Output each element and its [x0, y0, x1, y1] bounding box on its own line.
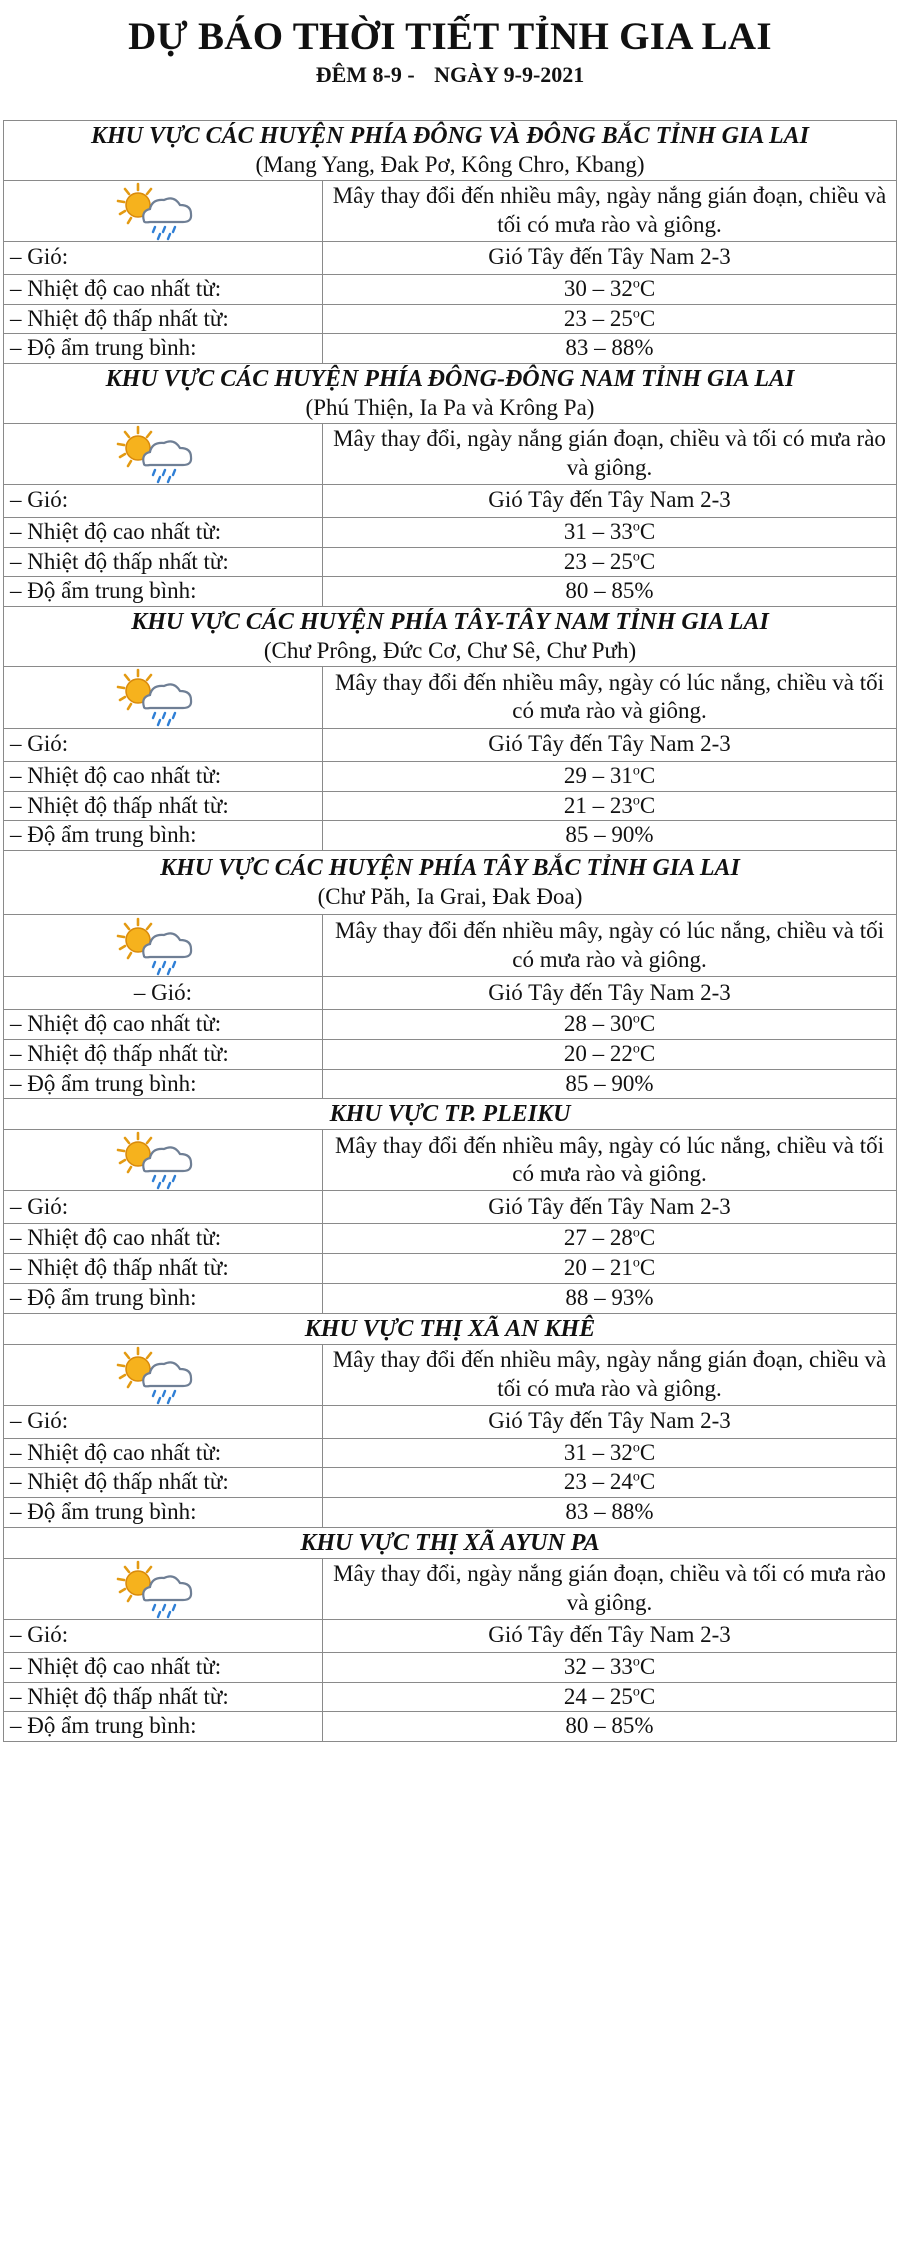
humidity-value: 80 – 85% — [323, 577, 897, 607]
humidity-row — [4, 1283, 897, 1313]
wind-label: – Gió: — [4, 728, 323, 761]
wind-row — [4, 484, 897, 517]
region-header — [4, 1313, 897, 1344]
temp-min-number: 23 – 25 — [563, 305, 633, 331]
page-title: DỰ BÁO THỜI TIẾT TỈNH GIA LAI — [128, 15, 772, 58]
wind-label: – Gió: — [4, 1405, 323, 1438]
region-summary-row — [4, 1130, 897, 1191]
temp-max-value — [323, 761, 897, 791]
weather-icon-cell — [4, 423, 323, 484]
wind-value: Gió Tây đến Tây Nam 2-3 — [323, 977, 897, 1010]
temp-max-label: – Nhiệt độ cao nhất từ: — [4, 1010, 323, 1040]
humidity-row — [4, 1498, 897, 1528]
region-header — [4, 121, 897, 181]
temp-max-value — [323, 274, 897, 304]
temp-min-value — [323, 1468, 897, 1498]
temp-max-row — [4, 761, 897, 791]
degree-sign: o — [632, 763, 640, 779]
temp-min-row — [4, 304, 897, 334]
temp-max-label: – Nhiệt độ cao nhất từ: — [4, 1438, 323, 1468]
region-districts: (Mang Yang, Đak Pơ, Kông Chro, Kbang) — [255, 152, 645, 177]
temp-min-number: 20 – 21 — [563, 1255, 633, 1280]
humidity-row — [4, 577, 897, 607]
temp-max-number: 32 – 33 — [563, 1653, 633, 1679]
temp-min-number: 23 – 25 — [563, 548, 633, 574]
temp-min-label: – Nhiệt độ thấp nhất từ: — [4, 1682, 323, 1712]
degree-sign: o — [632, 548, 640, 564]
region-title: KHU VỰC CÁC HUYỆN PHÍA ĐÔNG-ĐÔNG NAM TỈNH GIA LAI — [105, 366, 795, 392]
sun-cloud-rain-icon — [114, 667, 198, 727]
celsius-unit: C — [639, 1255, 656, 1280]
temp-min-label: – Nhiệt độ thấp nhất từ: — [4, 1039, 323, 1069]
region-summary-row — [4, 180, 897, 241]
wind-value: Gió Tây đến Tây Nam 2-3 — [323, 241, 897, 274]
sun-cloud-rain-icon — [114, 916, 198, 976]
humidity-label: – Độ ẩm trung bình: — [4, 1069, 323, 1099]
celsius-unit: C — [639, 1469, 656, 1495]
degree-sign: o — [632, 1255, 640, 1271]
region-header-row — [4, 1527, 897, 1558]
celsius-unit: C — [639, 792, 656, 818]
temp-max-number: 28 – 30 — [563, 1011, 633, 1036]
degree-sign: o — [632, 276, 640, 292]
wind-row — [4, 728, 897, 761]
celsius-unit: C — [639, 275, 656, 301]
humidity-row — [4, 821, 897, 851]
weather-description: Mây thay đổi đến nhiều mây, ngày nắng gián đoạn, chiều và tối có mưa rào và giông. — [323, 180, 897, 241]
temp-max-row — [4, 1010, 897, 1040]
region-header-row — [4, 851, 897, 915]
temp-min-number: 21 – 23 — [563, 792, 633, 818]
humidity-value: 85 – 90% — [323, 821, 897, 851]
weather-description: Mây thay đổi đến nhiều mây, ngày có lúc nắng, chiều và tối có mưa rào và giông. — [323, 1130, 897, 1191]
temp-min-row — [4, 791, 897, 821]
temp-min-row — [4, 1254, 897, 1284]
region-title: KHU VỰC CÁC HUYỆN PHÍA TÂY BẮC TỈNH GIA LAI — [160, 855, 740, 882]
sun-cloud-rain-icon — [114, 424, 198, 484]
sun-cloud-rain-icon — [114, 1130, 198, 1190]
temp-min-value — [323, 1254, 897, 1284]
page-subtitle — [0, 62, 900, 88]
degree-sign: o — [632, 792, 640, 808]
temp-min-label: – Nhiệt độ thấp nhất từ: — [4, 304, 323, 334]
degree-sign: o — [632, 1041, 640, 1057]
sun-cloud-rain-icon — [114, 1345, 198, 1405]
temp-max-label: – Nhiệt độ cao nhất từ: — [4, 1652, 323, 1682]
region-title: KHU VỰC CÁC HUYỆN PHÍA ĐÔNG VÀ ĐÔNG BẮC TỈNH GIA LAI — [90, 123, 810, 149]
temp-max-value — [323, 1652, 897, 1682]
temp-min-number: 24 – 25 — [563, 1683, 633, 1709]
temp-max-number: 31 – 33 — [563, 518, 633, 544]
region-summary-row — [4, 1344, 897, 1405]
temp-min-value — [323, 304, 897, 334]
temp-max-label: – Nhiệt độ cao nhất từ: — [4, 1224, 323, 1254]
celsius-unit: C — [639, 1011, 656, 1036]
temp-min-label: – Nhiệt độ thấp nhất từ: — [4, 791, 323, 821]
humidity-label: – Độ ẩm trung bình: — [4, 1712, 323, 1742]
wind-row — [4, 1619, 897, 1652]
temp-max-label: – Nhiệt độ cao nhất từ: — [4, 761, 323, 791]
degree-sign: o — [632, 1225, 640, 1241]
humidity-label: – Độ ẩm trung bình: — [4, 577, 323, 607]
temp-max-number: 31 – 32 — [563, 1439, 633, 1465]
sun-cloud-rain-icon — [114, 181, 198, 241]
wind-row — [4, 1191, 897, 1224]
temp-min-value — [323, 1039, 897, 1069]
weather-icon-cell — [4, 1344, 323, 1405]
humidity-value: 80 – 85% — [323, 1712, 897, 1742]
temp-max-value — [323, 1010, 897, 1040]
celsius-unit: C — [639, 548, 656, 574]
humidity-value: 83 – 88% — [323, 1498, 897, 1528]
temp-max-value — [323, 1224, 897, 1254]
wind-row — [4, 1405, 897, 1438]
weather-description: Mây thay đổi đến nhiều mây, ngày nắng gián đoạn, chiều và tối có mưa rào và giông. — [323, 1344, 897, 1405]
humidity-row — [4, 1069, 897, 1099]
region-title: KHU VỰC CÁC HUYỆN PHÍA TÂY-TÂY NAM TỈNH GIA LAI — [131, 609, 769, 635]
humidity-label: – Độ ẩm trung bình: — [4, 1283, 323, 1313]
temp-max-row — [4, 274, 897, 304]
weather-description: Mây thay đổi đến nhiều mây, ngày có lúc nắng, chiều và tối có mưa rào và giông. — [323, 915, 897, 977]
humidity-label: – Độ ẩm trung bình: — [4, 1498, 323, 1528]
region-districts: (Phú Thiện, Ia Pa và Krông Pa) — [305, 395, 595, 420]
region-header — [4, 851, 897, 915]
wind-label: – Gió: — [4, 1191, 323, 1224]
weather-icon-cell — [4, 666, 323, 728]
temp-min-value — [323, 791, 897, 821]
celsius-unit: C — [639, 1439, 656, 1465]
weather-description: Mây thay đổi đến nhiều mây, ngày có lúc nắng, chiều và tối có mưa rào và giông. — [323, 666, 897, 728]
temp-min-label: – Nhiệt độ thấp nhất từ: — [4, 547, 323, 577]
temp-max-number: 30 – 32 — [563, 275, 633, 301]
temp-min-row — [4, 1039, 897, 1069]
region-title: KHU VỰC TP. PLEIKU — [329, 1101, 571, 1128]
region-header-row — [4, 1099, 897, 1130]
celsius-unit: C — [639, 762, 656, 788]
subtitle-night: ĐÊM 8-9 - — [315, 62, 415, 87]
temp-max-label: – Nhiệt độ cao nhất từ: — [4, 274, 323, 304]
temp-min-label: – Nhiệt độ thấp nhất từ: — [4, 1468, 323, 1498]
temp-max-value — [323, 517, 897, 547]
degree-sign: o — [632, 305, 640, 321]
humidity-row — [4, 1712, 897, 1742]
humidity-row — [4, 334, 897, 364]
weather-icon-cell — [4, 1130, 323, 1191]
region-title: KHU VỰC THỊ XÃ AYUN PA — [300, 1529, 600, 1556]
region-header — [4, 1527, 897, 1558]
region-header — [4, 1099, 897, 1130]
region-summary-row — [4, 915, 897, 977]
region-header — [4, 364, 897, 424]
temp-min-value — [323, 547, 897, 577]
temp-min-row — [4, 1468, 897, 1498]
region-header — [4, 607, 897, 667]
temp-max-label: – Nhiệt độ cao nhất từ: — [4, 517, 323, 547]
temp-max-row — [4, 517, 897, 547]
region-header-row — [4, 121, 897, 181]
humidity-label: – Độ ẩm trung bình: — [4, 821, 323, 851]
temp-max-number: 27 – 28 — [563, 1225, 633, 1251]
temp-max-value — [323, 1438, 897, 1468]
region-summary-row — [4, 666, 897, 728]
humidity-value: 85 – 90% — [323, 1069, 897, 1099]
celsius-unit: C — [639, 518, 656, 544]
temp-min-label: – Nhiệt độ thấp nhất từ: — [4, 1254, 323, 1284]
celsius-unit: C — [639, 305, 656, 331]
humidity-value: 88 – 93% — [323, 1283, 897, 1313]
wind-label: – Gió: — [4, 484, 323, 517]
degree-sign: o — [632, 1654, 640, 1670]
wind-row — [4, 241, 897, 274]
wind-value: Gió Tây đến Tây Nam 2-3 — [323, 484, 897, 517]
degree-sign: o — [632, 519, 640, 535]
wind-value: Gió Tây đến Tây Nam 2-3 — [323, 728, 897, 761]
temp-min-value — [323, 1682, 897, 1712]
celsius-unit: C — [639, 1683, 656, 1709]
sun-cloud-rain-icon — [114, 1559, 198, 1619]
wind-label: – Gió: — [4, 977, 323, 1010]
subtitle-day: NGÀY 9-9-2021 — [434, 62, 585, 87]
region-title: KHU VỰC THỊ XÃ AN KHÊ — [304, 1315, 596, 1342]
celsius-unit: C — [639, 1225, 656, 1251]
region-districts: (Chư Prông, Đức Cơ, Chư Sê, Chư Pưh) — [263, 638, 637, 663]
region-summary-row — [4, 423, 897, 484]
celsius-unit: C — [639, 1040, 656, 1066]
region-header-row — [4, 1313, 897, 1344]
wind-value: Gió Tây đến Tây Nam 2-3 — [323, 1191, 897, 1224]
humidity-label: – Độ ẩm trung bình: — [4, 334, 323, 364]
region-header-row — [4, 607, 897, 667]
wind-row — [4, 977, 897, 1010]
weather-icon-cell — [4, 1558, 323, 1619]
wind-value: Gió Tây đến Tây Nam 2-3 — [323, 1619, 897, 1652]
temp-max-row — [4, 1438, 897, 1468]
region-districts: (Chư Păh, Ia Grai, Đak Đoa) — [317, 884, 583, 910]
temp-max-row — [4, 1224, 897, 1254]
temp-max-row — [4, 1652, 897, 1682]
degree-sign: o — [632, 1469, 640, 1485]
temp-max-number: 29 – 31 — [563, 762, 633, 788]
degree-sign: o — [632, 1011, 640, 1027]
weather-icon-cell — [4, 180, 323, 241]
wind-label: – Gió: — [4, 1619, 323, 1652]
degree-sign: o — [632, 1439, 640, 1455]
temp-min-row — [4, 547, 897, 577]
wind-label: – Gió: — [4, 241, 323, 274]
wind-value: Gió Tây đến Tây Nam 2-3 — [323, 1405, 897, 1438]
forecast-table — [3, 120, 897, 1742]
celsius-unit: C — [639, 1653, 656, 1679]
degree-sign: o — [632, 1683, 640, 1699]
weather-icon-cell — [4, 915, 323, 977]
temp-min-number: 20 – 22 — [563, 1040, 633, 1066]
temp-min-row — [4, 1682, 897, 1712]
region-header-row — [4, 364, 897, 424]
humidity-value: 83 – 88% — [323, 334, 897, 364]
weather-description: Mây thay đổi, ngày nắng gián đoạn, chiều và tối có mưa rào và giông. — [323, 423, 897, 484]
weather-description: Mây thay đổi, ngày nắng gián đoạn, chiều và tối có mưa rào và giông. — [323, 1558, 897, 1619]
region-summary-row — [4, 1558, 897, 1619]
temp-min-number: 23 – 24 — [563, 1469, 633, 1495]
